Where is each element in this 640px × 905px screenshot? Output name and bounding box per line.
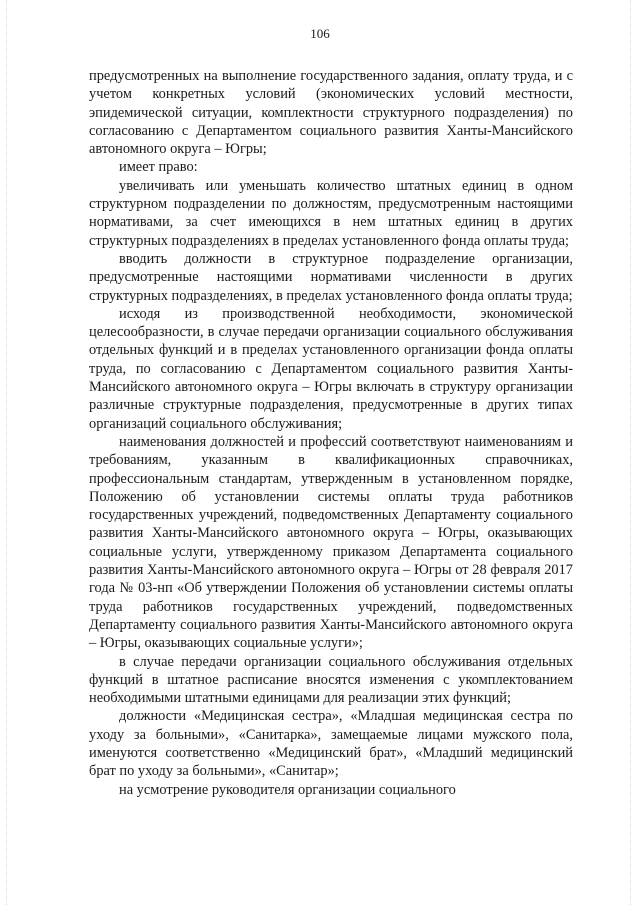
paragraph: исходя из производственной необходимости, экономической целесообразности, в случае передачи организации социального обслуживания отдельных функций и в пределах установленного организации фонда оплаты труда, по согласованию с Департаментом социального развития Ханты-Мансийского автономного округа – Югры включать в структуру организации различные структурные подразделения, предусмотренные в других типах организаций социального обслуживания;	[89, 305, 573, 432]
paragraph: имеет право:	[119, 159, 198, 176]
paragraph: наименования должностей и профессий соответствуют наименованиям и требованиям, указанным в квалификационных справочниках, профессиональным стандартам, утвержденным в установленном порядке, Положению об установлении системы оплаты труда работников государственных учреждений, подведомственных Департаменту социального развития Ханты-Мансийского автономного округа – Югры, оказывающих социальные услуги, утвержденному приказом Департамента социального развития Ханты-Мансийского автономного округа – Югры от 28 февраля 2017 года № 03-нп «Об утверждении Положения об установлении системы оплаты труда работников государственных учреждений, подведомственных Департаменту социального развития Ханты-Мансийского автономного округа – Югры, оказывающих социальные услуги»;	[89, 433, 573, 652]
paragraph: на усмотрение руководителя организации социального	[119, 781, 456, 798]
page-number: 106	[310, 26, 330, 41]
paragraph: предусмотренных на выполнение государственного задания, оплату труда, и с учетом конкретных условий (экономических условий местности, эпидемической ситуации, комплектности структурного подразделения) по согласованию с Департаментом социального развития Ханты-Мансийского автономного округа – Югры;	[89, 68, 573, 158]
paragraph: должности «Медицинская сестра», «Младшая медицинская сестра по уходу за больными», «Санитарка», замещаемые лицами мужского пола, именуются соответственно «Медицинский брат», «Младший медицинский брат по уходу за больными», «Санитар»;	[89, 708, 573, 780]
scan-edge-left	[6, 0, 8, 905]
scan-edge-right	[630, 0, 632, 905]
paragraph: увеличивать или уменьшать количество штатных единиц в одном структурном подразделении по должностям, предусмотренным настоящими нормативами, за счет имеющихся в нем штатных единиц в других структурных подразделениях в пределах установленного фонда оплаты труда;	[89, 177, 573, 249]
paragraph: вводить должности в структурное подразделение организации, предусмотренные настоящими нормативами численности в других структурных подразделениях, в пределах установленного фонда оплаты труда;	[89, 250, 573, 304]
paragraph: в случае передачи организации социального обслуживания отдельных функций в штатное расписание вносятся изменения с укомплектованием необходимыми штатными единицами для реализации этих функций;	[89, 653, 573, 707]
document-body	[89, 67, 573, 799]
